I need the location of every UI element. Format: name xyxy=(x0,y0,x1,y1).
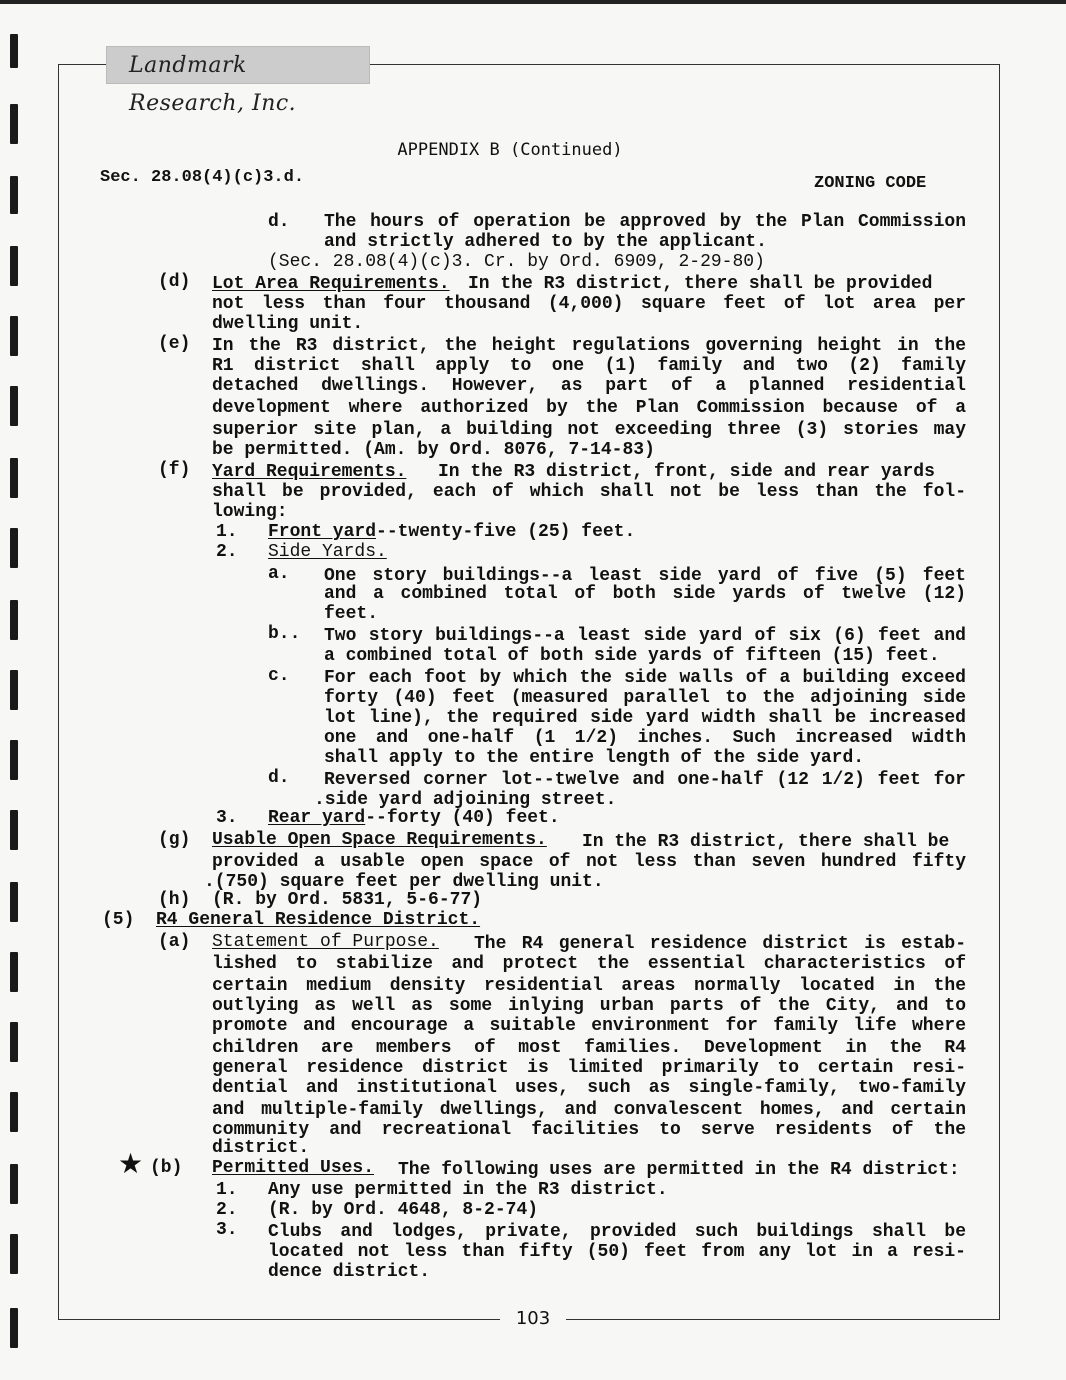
binder-mark xyxy=(10,458,18,498)
top-edge-line xyxy=(0,0,1066,4)
item-label: (g) xyxy=(158,830,191,850)
page-number: 103 xyxy=(500,1306,566,1332)
item-label: d. xyxy=(268,768,290,788)
text-line: certain medium density residential areas normally located in the xyxy=(212,976,966,996)
text-line: Any use permitted in the R3 district. xyxy=(268,1180,668,1200)
binder-mark xyxy=(10,176,18,214)
text-line: and a combined total of both side yards of twelve (12) xyxy=(324,584,966,604)
item-label: 2. xyxy=(216,542,238,562)
item-label: (h) xyxy=(158,890,191,910)
section-title: Side Yards. xyxy=(268,542,387,562)
text-line: The R4 general residence district is estab- xyxy=(474,934,966,954)
text-line: shall be provided, each of which shall not be less than the fol- xyxy=(212,482,966,502)
text-line: Rear yard--forty (40) feet. xyxy=(268,808,560,828)
binder-mark xyxy=(10,246,18,286)
text-line: The following uses are permitted in the R4 district: xyxy=(398,1160,960,1180)
binder-mark xyxy=(10,528,18,568)
item-label: (d) xyxy=(158,272,191,292)
text-line: and multiple-family dwellings, and convalescent homes, and certain xyxy=(212,1100,966,1120)
binder-mark xyxy=(10,34,18,68)
item-label: a. xyxy=(268,564,290,584)
text-line: located not less than fifty (50) feet from any lot in a resi- xyxy=(268,1242,966,1262)
text-line: Clubs and lodges, private, provided such buildings shall be xyxy=(268,1222,966,1242)
item-label: 1. xyxy=(216,522,238,542)
section-title: Lot Area Requirements. xyxy=(212,274,450,294)
item-label: (e) xyxy=(158,334,191,354)
text-line: children are members of most families. Development in the R4 xyxy=(212,1038,966,1058)
appendix-heading: APPENDIX B (Continued) xyxy=(397,140,623,160)
text-line: superior site plan, a building not exceeding three (3) stories may xyxy=(212,420,966,440)
item-label: b.. xyxy=(268,624,301,644)
text-line: detached dwellings. However, as part of a planned residential xyxy=(212,376,966,396)
text-line: dwelling unit. xyxy=(212,314,364,334)
text-line: development where authorized by the Plan Commission because of a xyxy=(212,398,966,418)
text-line: In the R3 district, front, side and rear yards xyxy=(438,462,935,482)
company-logo: Landmark Research, Inc. xyxy=(106,46,370,84)
text-line: general residence district is limited primarily to certain resi- xyxy=(212,1058,966,1078)
binder-mark xyxy=(10,952,18,992)
section-heading: R4 General Residence District. xyxy=(156,910,481,930)
text-line: feet. xyxy=(324,604,379,624)
binder-mark xyxy=(10,600,18,640)
section-title: Yard Requirements. xyxy=(212,462,407,482)
text-line: In the R3 district, there shall be provided xyxy=(468,274,933,294)
binder-mark xyxy=(10,316,18,356)
document-title: ZONING CODE xyxy=(814,174,927,193)
binder-mark xyxy=(10,1164,18,1204)
text-line: R1 district shall apply to one (1) family and two (2) family xyxy=(212,356,966,376)
binder-mark xyxy=(10,1092,18,1132)
text-line: dence district. xyxy=(268,1262,431,1282)
text-line: and strictly adhered to by the applicant. xyxy=(324,232,767,252)
item-label: (5) xyxy=(102,910,135,930)
text-line: a combined total of both side yards of fifteen (15) feet. xyxy=(324,646,940,666)
section-title: Usable Open Space Requirements. xyxy=(212,830,547,850)
item-label: (a) xyxy=(158,932,191,952)
citation: (Sec. 28.08(4)(c)3. Cr. by Ord. 6909, 2-29-80) xyxy=(268,252,765,272)
text-line: .(750) square feet per dwelling unit. xyxy=(204,872,604,892)
text-line: In the R3 district, there shall be xyxy=(582,832,950,852)
text-line: For each foot by which the side walls of a building exceed xyxy=(324,668,966,688)
item-label: (b) xyxy=(150,1158,183,1178)
text-line: Front yard--twenty-five (25) feet. xyxy=(268,522,636,542)
text-line: shall apply to the entire length of the side yard. xyxy=(324,748,865,768)
item-label: 2. xyxy=(216,1200,238,1220)
text-line: In the R3 district, the height regulations governing height in the xyxy=(212,336,966,356)
text-line: provided a usable open space of not less than seven hundred fifty xyxy=(212,852,966,872)
text-line: outlying as well as some inlying urban parts of the City, and to xyxy=(212,996,966,1016)
text-line: lowing: xyxy=(212,502,288,522)
text-line: promote and encourage a suitable environment for family life where xyxy=(212,1016,966,1036)
item-label: (f) xyxy=(158,460,191,480)
text-line: One story buildings--a least side yard of five (5) feet xyxy=(324,566,966,586)
binder-mark xyxy=(10,1308,18,1348)
star-icon: ★ xyxy=(118,1147,144,1180)
item-label: 3. xyxy=(216,808,238,828)
text-line: lished to stabilize and protect the essential characteristics of xyxy=(212,954,966,974)
text-line: be permitted. (Am. by Ord. 8076, 7-14-83) xyxy=(212,440,655,460)
item-label: d. xyxy=(268,212,290,232)
text-line: not less than four thousand (4,000) square feet of lot area per xyxy=(212,294,966,314)
text-line: community and recreational facilities to serve residents of the xyxy=(212,1120,966,1140)
text-line: forty (40) feet (measured parallel to the adjoining side xyxy=(324,688,966,708)
citation: (R. by Ord. 4648, 8-2-74) xyxy=(268,1200,539,1220)
text-line: one and one-half (1 1/2) inches. Such increased width xyxy=(324,728,966,748)
text-line: dential and institutional uses, such as single-family, two-family xyxy=(212,1078,966,1098)
citation: (R. by Ord. 5831, 5-6-77) xyxy=(212,890,483,910)
binder-mark xyxy=(10,1022,18,1062)
binder-mark xyxy=(10,882,18,922)
text-line: lot line), the required side yard width shall be increased xyxy=(324,708,966,728)
text-line: The hours of operation be approved by the Plan Commission xyxy=(324,212,966,232)
item-label: 3. xyxy=(216,1220,238,1240)
section-reference: Sec. 28.08(4)(c)3.d. xyxy=(100,168,305,187)
binder-mark xyxy=(10,1234,18,1274)
item-label: 1. xyxy=(216,1180,238,1200)
binder-mark xyxy=(10,386,18,426)
binder-mark xyxy=(10,740,18,780)
binder-mark xyxy=(10,810,18,850)
text-line: .side yard adjoining street. xyxy=(314,790,617,810)
text-line: Two story buildings--a least side yard of six (6) feet and xyxy=(324,626,966,646)
text-line: district. xyxy=(212,1138,310,1158)
section-title: Statement of Purpose. xyxy=(212,932,439,952)
text-line: Reversed corner lot--twelve and one-half (12 1/2) feet for xyxy=(324,770,966,790)
binder-mark xyxy=(10,670,18,710)
binder-mark xyxy=(10,104,18,144)
section-title: Permitted Uses. xyxy=(212,1158,375,1178)
item-label: c. xyxy=(268,666,290,686)
